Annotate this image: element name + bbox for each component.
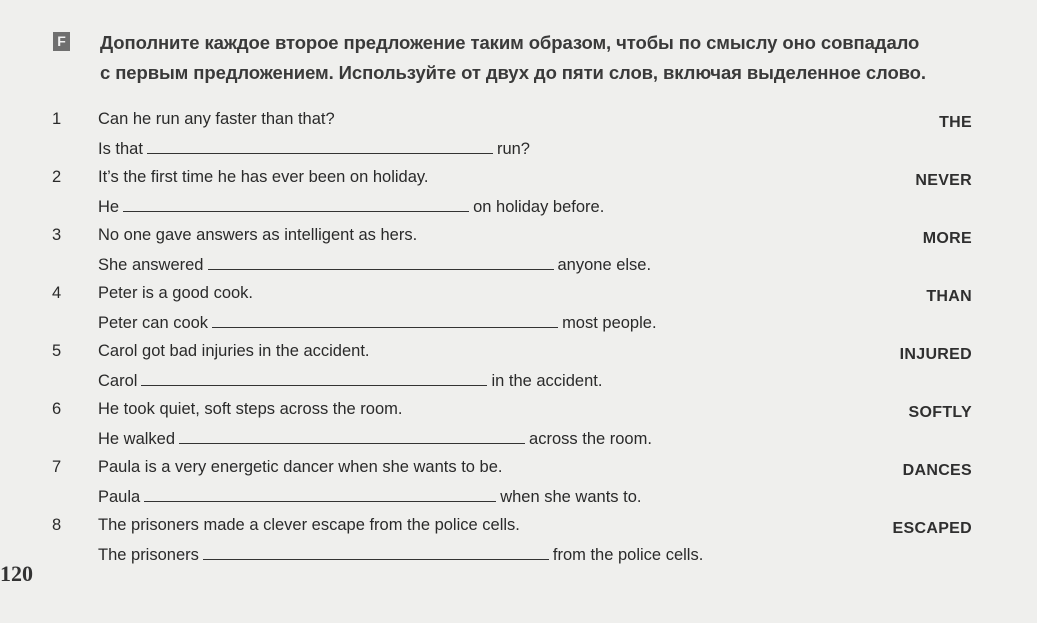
item-keyword: THAN [926, 288, 972, 305]
item-rewrite-line [98, 371, 602, 391]
rewrite-prefix: The prisoners [98, 546, 199, 564]
rewrite-prefix: She answered [98, 256, 204, 274]
answer-blank[interactable] [208, 255, 554, 270]
item-rewrite-line [98, 313, 657, 333]
item-sentence: No one gave answers as intelligent as hers. [98, 226, 418, 244]
item-sentence: He took quiet, soft steps across the room. [98, 400, 403, 418]
rewrite-suffix: on holiday before. [473, 198, 605, 216]
answer-blank[interactable] [141, 371, 487, 386]
answer-blank[interactable] [147, 139, 493, 154]
page-number: 120 [0, 561, 33, 586]
answer-blank[interactable] [212, 313, 558, 328]
rewrite-suffix: anyone else. [557, 256, 652, 274]
answer-blank[interactable] [203, 545, 549, 560]
rewrite-suffix: across the room. [529, 430, 652, 448]
rewrite-prefix: Carol [98, 372, 138, 390]
instructions-line-1: Дополните каждое второе предложение таким образом, чтобы по смыслу оно совпадало [100, 32, 920, 53]
item-number: 6 [52, 400, 62, 418]
rewrite-prefix: He [98, 198, 120, 216]
item-sentence: Can he run any faster than that? [98, 110, 335, 128]
item-keyword: MORE [922, 230, 972, 247]
answer-blank[interactable] [123, 197, 469, 212]
item-number: 3 [52, 226, 62, 244]
exercise-letter-badge: F [53, 32, 70, 51]
item-number: 1 [52, 110, 62, 128]
item-sentence: Peter is a good cook. [98, 284, 254, 302]
bleed-through-text [90, 92, 94, 110]
item-keyword: NEVER [915, 172, 972, 189]
rewrite-suffix: in the accident. [491, 372, 603, 390]
item-keyword: ESCAPED [892, 520, 972, 537]
item-sentence: It’s the first time he has ever been on holiday. [98, 168, 429, 186]
rewrite-suffix: when she wants to. [500, 488, 642, 506]
item-rewrite-line [98, 197, 604, 217]
rewrite-prefix: He walked [98, 430, 176, 448]
item-number: 4 [52, 284, 62, 302]
instructions-line-2: с первым предложением. Используйте от двух до пяти слов, включая выделенное слово. [100, 62, 926, 83]
item-keyword: INJURED [899, 346, 972, 363]
rewrite-prefix: Paula [98, 488, 141, 506]
item-sentence: Paula is a very energetic dancer when she wants to be. [98, 458, 503, 476]
item-rewrite-line [98, 487, 641, 507]
item-rewrite-line [98, 139, 530, 159]
item-keyword: THE [939, 114, 972, 131]
item-rewrite-line [98, 545, 703, 565]
item-keyword: DANCES [902, 462, 972, 479]
item-sentence: Carol got bad injuries in the accident. [98, 342, 370, 360]
answer-blank[interactable] [179, 429, 525, 444]
item-rewrite-line [98, 429, 652, 449]
item-sentence: The prisoners made a clever escape from the police cells. [98, 516, 520, 534]
rewrite-prefix: Peter can cook [98, 314, 209, 332]
item-number: 2 [52, 168, 62, 186]
item-number: 7 [52, 458, 62, 476]
rewrite-suffix: most people. [562, 314, 657, 332]
exercise-instructions [100, 28, 1010, 88]
item-keyword: SOFTLY [908, 404, 972, 421]
answer-blank[interactable] [144, 487, 496, 502]
item-number: 8 [52, 516, 62, 534]
item-rewrite-line [98, 255, 651, 275]
rewrite-prefix: Is that [98, 140, 143, 158]
rewrite-suffix: run? [496, 140, 530, 158]
rewrite-suffix: from the police cells. [552, 546, 704, 564]
item-number: 5 [52, 342, 62, 360]
